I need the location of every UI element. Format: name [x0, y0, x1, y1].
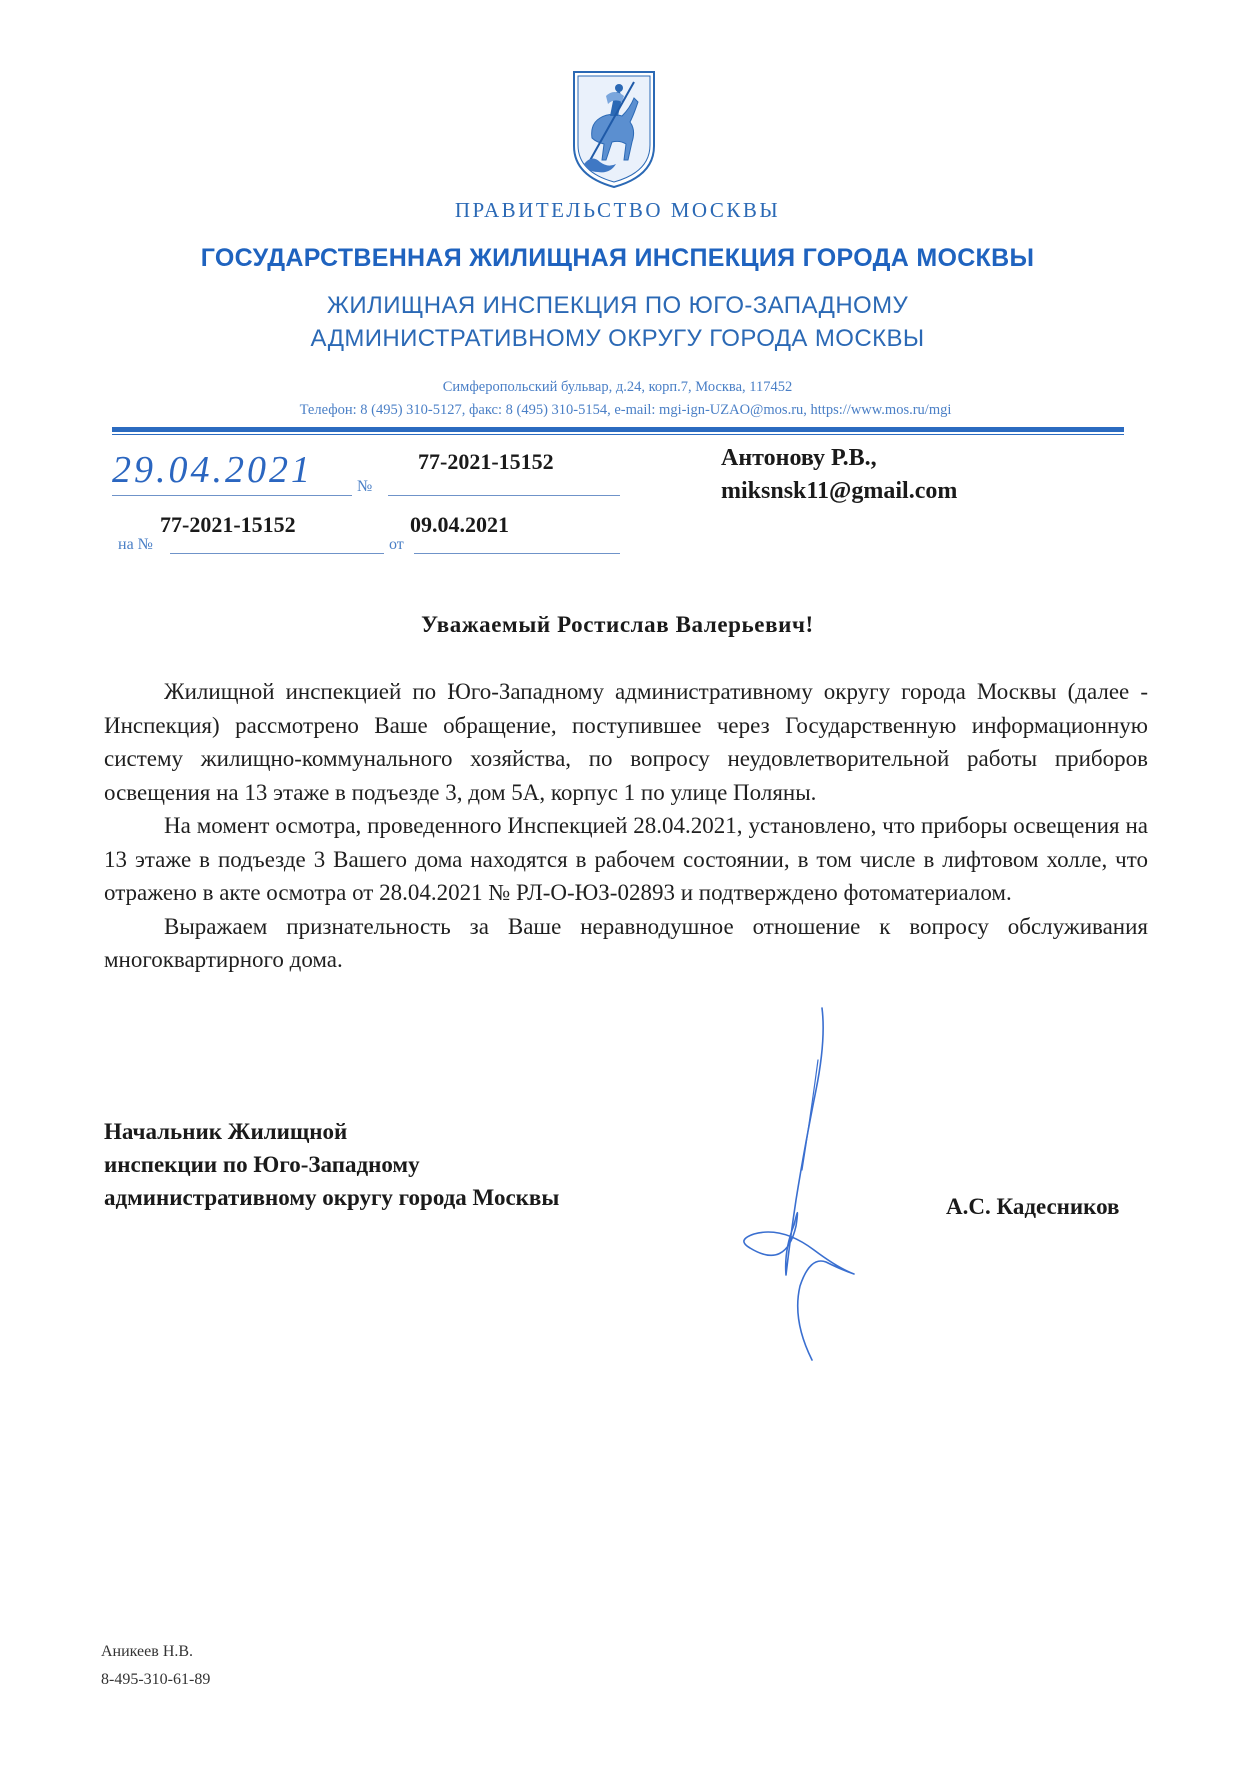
recipient-email: miksnsk11@gmail.com [721, 478, 958, 504]
date-line [112, 495, 352, 496]
ref-number: 77-2021-15152 [160, 512, 296, 537]
paragraph: На момент осмотра, проведенного Инспекцией 28.04.2021, установлено, что приборы освещения на 13 этаже в подъезде 3 Вашего дома находятся в рабочем состоянии, в том числе в лифтовом холле, что отражено в акте осмотра от 28.04.2021 № РЛ-О-ЮЗ-02893 и подтверждено фотоматериалом. [104, 813, 1148, 905]
recipient-name: Антонову Р.В., [721, 445, 877, 471]
executor-phone: 8-495-310-61-89 [101, 1671, 211, 1688]
department-title-line-1: ЖИЛИЩНАЯ ИНСПЕКЦИЯ ПО ЮГО-ЗАПАДНОМУ [326, 292, 909, 319]
outgoing-number: 77-2021-15152 [418, 449, 554, 474]
handwritten-signature-icon [730, 1000, 860, 1370]
executor-info [101, 1638, 210, 1694]
department-title-line-2: АДМИНИСТРАТИВНОМУ ОКРУГУ ГОРОДА МОСКВЫ [310, 325, 925, 352]
government-title: ПРАВИТЕЛЬСТВО МОСКВЫ [454, 198, 781, 222]
moscow-coat-of-arms-icon [570, 68, 658, 190]
greeting: Уважаемый Ростислав Валерьевич! [421, 612, 814, 637]
address: Симферопольский бульвар, д.24, корп.7, Москва, 117452 [442, 379, 793, 395]
signatory-title-line: Начальник Жилищной [104, 1119, 348, 1144]
signatory-title-line: инспекции по Юго-Западному [104, 1152, 420, 1177]
header-divider [112, 427, 1124, 432]
paragraph: Жилищной инспекцией по Юго-Западному административному округу города Москвы (далее - Инспекция) рассмотрено Ваше обращение, поступившее через Государственную информационную систему жилищно-коммунального хозяйства, по вопросу неудовлетворительной работы приборов освещения на 13 этаже в подъезде 3, дом 5А, корпус 1 по улице Поляны. [104, 679, 1148, 805]
handwritten-date: 29.04.2021 [112, 449, 313, 491]
signatory-title-line: административному округу города Москвы [104, 1185, 560, 1210]
ref-label: на № [118, 536, 153, 553]
contacts: Телефон: 8 (495) 310-5127, факс: 8 (495) 310-5154, e-mail: mgi-ign-UZAO@mos.ru, https://www.mos.ru/mgi [299, 402, 952, 418]
from-label: от [389, 536, 404, 553]
signatory-title [104, 1115, 559, 1214]
executor-name: Аникеев Н.В. [101, 1643, 194, 1660]
letter-body [104, 675, 1148, 977]
ref-date-line [414, 553, 620, 554]
number-sign: № [357, 478, 373, 495]
signer-name: А.С. Кадесников [946, 1194, 1120, 1219]
header-divider-thin [112, 434, 1124, 435]
outgoing-number-line [388, 495, 620, 496]
ref-number-line [170, 553, 384, 554]
ref-date: 09.04.2021 [410, 512, 509, 537]
inspection-title: ГОСУДАРСТВЕННАЯ ЖИЛИЩНАЯ ИНСПЕКЦИЯ ГОРОДА МОСКВЫ [200, 244, 1035, 272]
paragraph: Выражаем признательность за Ваше неравнодушное отношение к вопросу обслуживания многоквартирного дома. [104, 913, 1148, 972]
